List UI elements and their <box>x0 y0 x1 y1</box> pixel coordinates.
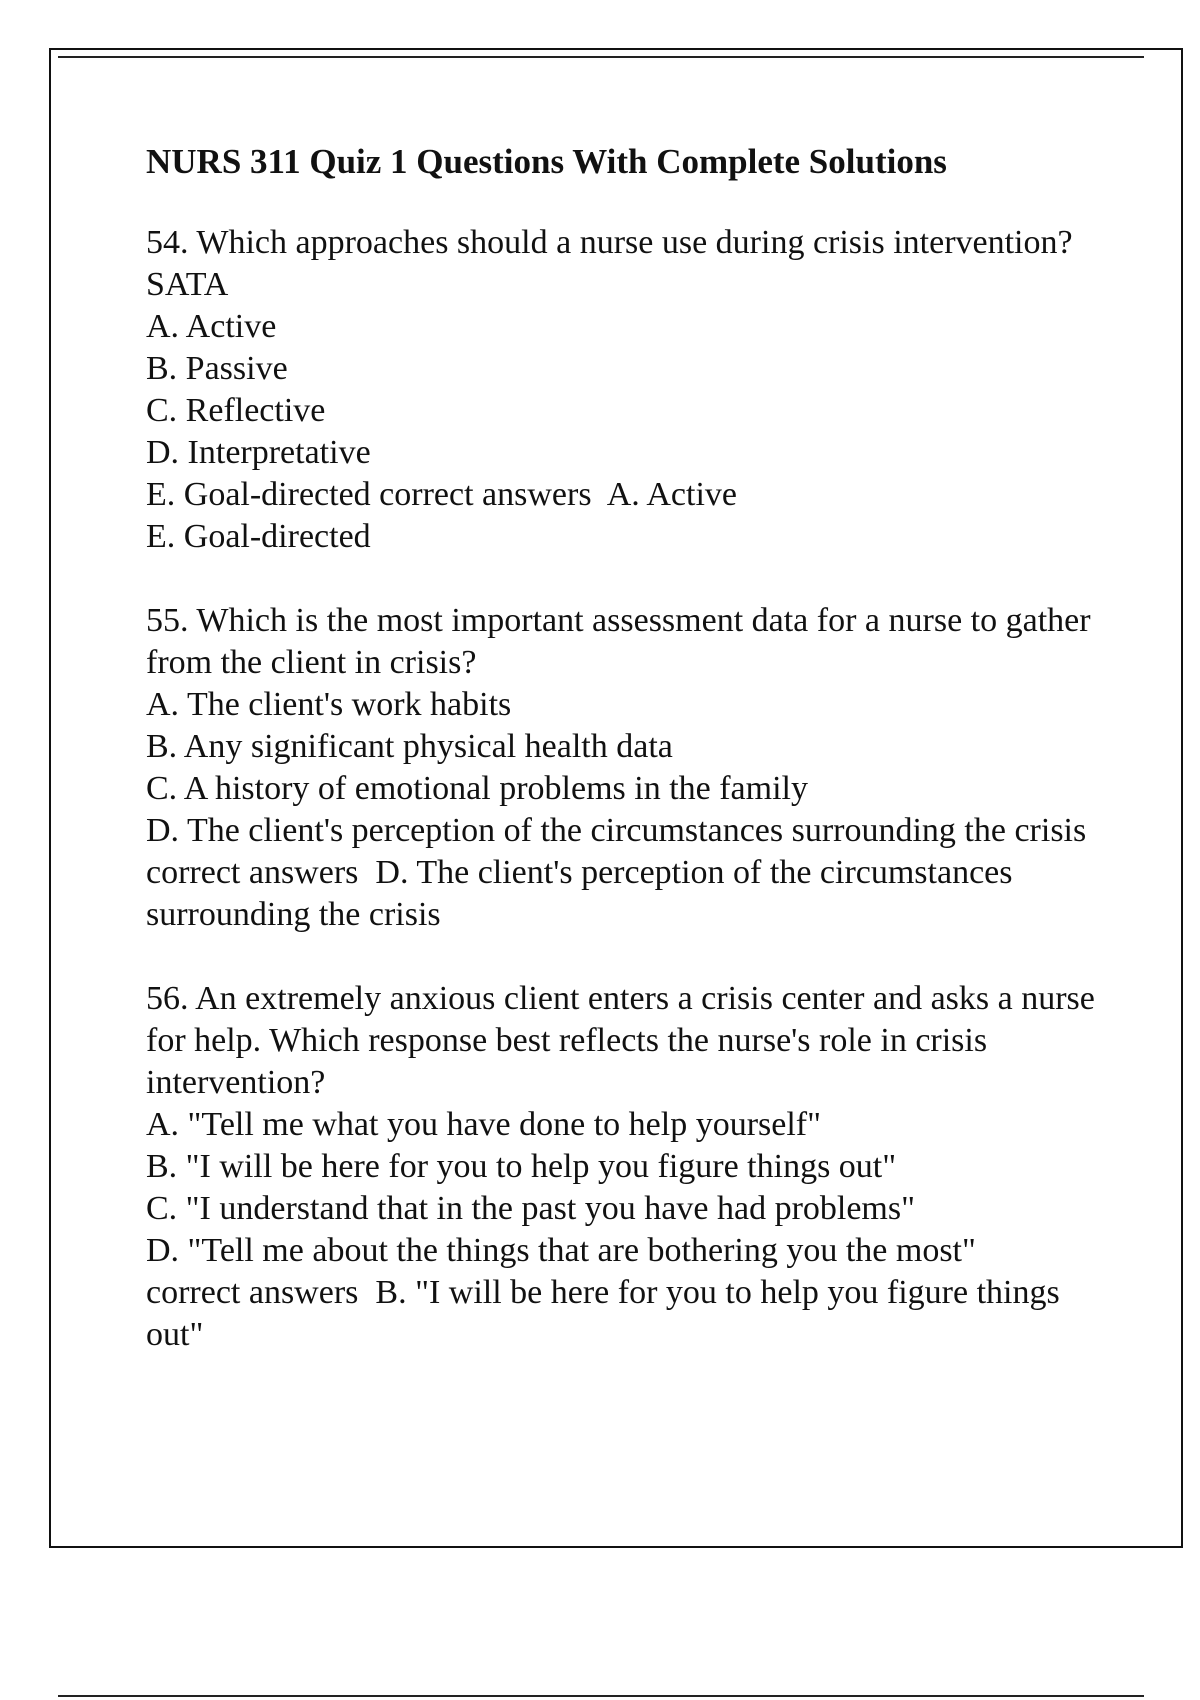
question-text <box>146 600 1096 684</box>
document-title: NURS 311 Quiz 1 Questions With Complete Solutions <box>146 142 947 181</box>
answer-option: D. The client's perception of the circumstances surrounding the crisis <box>146 812 1087 849</box>
question-prompt: An extremely anxious client enters a crisis center and asks a nurse for help. Which response best reflects the nurse's role in crisis intervention? <box>146 980 1095 1101</box>
question-text <box>146 222 1096 306</box>
answer-option: A. "Tell me what you have done to help yourself" <box>146 1106 821 1143</box>
question-number: 56. <box>146 980 189 1017</box>
answer-option: A. Active <box>146 308 277 345</box>
answer-option: D. "Tell me about the things that are bothering you the most" <box>146 1232 976 1269</box>
question-prompt: Which is the most important assessment data for a nurse to gather from the client in crisis? <box>146 602 1091 681</box>
answer-option: B. "I will be here for you to help you figure things out" <box>146 1148 897 1185</box>
question-54 <box>146 222 1096 558</box>
correct-answer: A. Active <box>606 476 737 513</box>
question-56 <box>146 978 1096 1356</box>
question-prompt: Which approaches should a nurse use during crisis intervention? SATA <box>146 224 1073 303</box>
correct-answer: B. "I will be here for you to help you figure things out" <box>146 1274 1069 1353</box>
answer-option-with-key <box>146 474 1096 516</box>
answer-option: B. Any significant physical health data <box>146 728 673 765</box>
answer-option: B. Passive <box>146 350 288 387</box>
answer-option: D. Interpretative <box>146 434 371 471</box>
correct-answer: E. Goal-directed <box>146 518 371 555</box>
answer-option-with-key <box>146 810 1096 936</box>
correct-answers-label: correct answers <box>379 476 592 513</box>
correct-answers-label: correct answers <box>146 1274 359 1311</box>
answer-option: E. Goal-directed <box>146 476 371 513</box>
correct-answer: D. The client's perception of the circumstances surrounding the crisis <box>146 854 1021 933</box>
answer-option: C. "I understand that in the past you have had problems" <box>146 1190 915 1227</box>
question-number: 55. <box>146 602 189 639</box>
question-text <box>146 978 1096 1104</box>
correct-answers-label: correct answers <box>146 854 359 891</box>
document-body <box>146 140 1096 1398</box>
answer-option-with-key <box>146 1230 1096 1356</box>
question-number: 54. <box>146 224 189 261</box>
answer-option: C. A history of emotional problems in the family <box>146 770 808 807</box>
answer-option: C. Reflective <box>146 392 326 429</box>
top-rule <box>58 56 1144 58</box>
answer-option: A. The client's work habits <box>146 686 512 723</box>
question-55 <box>146 600 1096 936</box>
bottom-rule <box>58 1695 1144 1697</box>
